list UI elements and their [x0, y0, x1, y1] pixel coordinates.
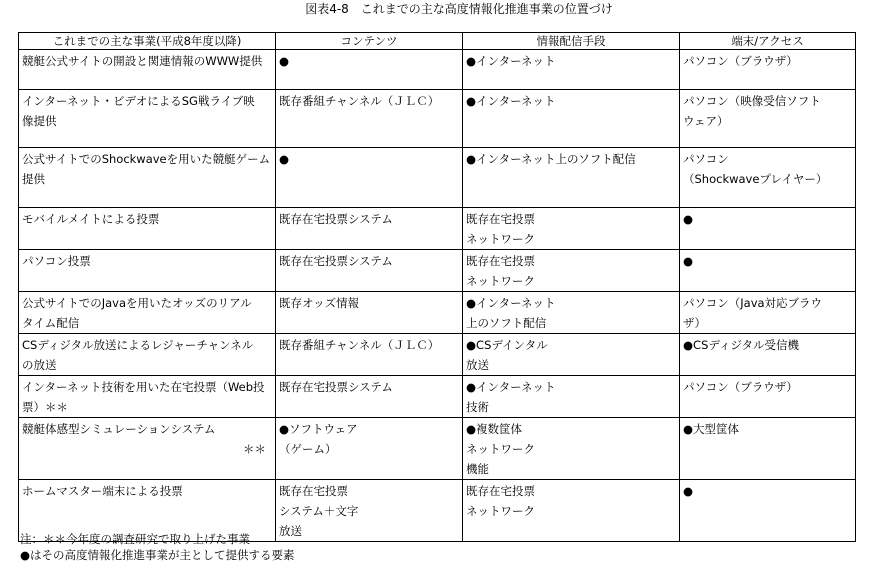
cell-terminal [680, 90, 856, 148]
cell-content [276, 292, 463, 334]
cell-line: 既存在宅投票 [279, 484, 348, 498]
cell-terminal [680, 292, 856, 334]
cell-line: 既存在宅投票 [466, 484, 535, 498]
cell-initiative [19, 292, 276, 334]
cell-line: ●インターネット [466, 54, 556, 68]
cell-line: ウェア） [683, 114, 729, 128]
cell-line: パソコン（映像受信ソフト [683, 94, 821, 108]
table-row [19, 208, 856, 250]
cell-delivery [463, 50, 680, 90]
cell-line: 競艇体感型シミュレーションシステム [22, 422, 216, 436]
cell-line: 既存在宅投票システム [279, 254, 393, 268]
footnote-2: ●はその高度情報化推進事業が主として提供する要素 [20, 548, 295, 562]
cell-line: ● [683, 484, 694, 498]
cell-terminal [680, 418, 856, 480]
table-caption: 図表4-8 これまでの主な高度情報化推進事業の位置づけ [305, 2, 613, 16]
cell-line: 既存在宅投票 [466, 212, 535, 226]
cell-delivery [463, 418, 680, 480]
cell-line: ネットワーク [466, 274, 535, 288]
cell-terminal [680, 208, 856, 250]
cell-line: ＊＊ [243, 442, 266, 456]
cell-line: 公式サイトでのShockwaveを用いた競艇ゲーム [22, 152, 271, 166]
header-content: コンテンツ [276, 33, 463, 50]
cell-line: 既存在宅投票 [466, 254, 535, 268]
cell-line: システム＋文字 [279, 504, 359, 518]
cell-delivery [463, 376, 680, 418]
table-row [19, 90, 856, 148]
cell-line: 既存在宅投票システム [279, 212, 393, 226]
cell-content [276, 90, 463, 148]
cell-line: パソコン（Java対応ブラウ [683, 296, 823, 310]
cell-delivery [463, 208, 680, 250]
table-row [19, 50, 856, 90]
cell-line: ●インターネット [466, 380, 556, 394]
cell-delivery [463, 292, 680, 334]
cell-content [276, 418, 463, 480]
cell-line: 上のソフト配信 [466, 316, 547, 330]
cell-initiative [19, 334, 276, 376]
cell-line: パソコン（ブラウザ） [683, 54, 798, 68]
cell-delivery [463, 250, 680, 292]
cell-line: 機能 [466, 462, 489, 476]
cell-line: モバイルメイトによる投票 [22, 212, 160, 226]
cell-delivery [463, 334, 680, 376]
cell-initiative [19, 208, 276, 250]
cell-content [276, 376, 463, 418]
cell-initiative [19, 250, 276, 292]
table-row [19, 148, 856, 208]
cell-line: ●CSディジタル受信機 [683, 338, 799, 352]
cell-line: パソコン（ブラウザ） [683, 380, 798, 394]
cell-line: 既存在宅投票システム [279, 380, 393, 394]
cell-delivery [463, 480, 680, 542]
cell-line: インターネット技術を用いた在宅投票（Web投 [22, 380, 265, 394]
cell-line: （ゲーム） [279, 442, 337, 456]
cell-line: パソコン投票 [22, 254, 91, 268]
initiatives-table [18, 32, 856, 542]
cell-line: 放送 [279, 524, 302, 538]
cell-line: 公式サイトでのJavaを用いたオッズのリアル [22, 296, 252, 310]
table-row [19, 376, 856, 418]
cell-line: 既存番組チャンネル（ＪＬＣ） [279, 338, 440, 352]
cell-line: ●インターネット [466, 94, 556, 108]
cell-line: 放送 [466, 358, 489, 372]
cell-terminal [680, 148, 856, 208]
table-row [19, 418, 856, 480]
cell-content [276, 480, 463, 542]
cell-line: インターネット・ビデオによるSG戦ライブ映 [22, 94, 255, 108]
cell-initiative [19, 148, 276, 208]
cell-line: の放送 [22, 358, 57, 372]
table-row [19, 250, 856, 292]
cell-line: ●複数筐体 [466, 422, 523, 436]
cell-line: ●インターネット上のソフト配信 [466, 152, 636, 166]
cell-terminal [680, 250, 856, 292]
header-row [19, 33, 856, 50]
cell-content [276, 148, 463, 208]
cell-line: CSディジタル放送によるレジャーチャンネル [22, 338, 254, 352]
cell-line: タイム配信 [22, 316, 80, 330]
cell-delivery [463, 148, 680, 208]
cell-initiative [19, 418, 276, 480]
header-terminal: 端末/アクセス [680, 33, 856, 50]
cell-initiative [19, 90, 276, 148]
cell-line: ● [683, 212, 694, 226]
cell-line: ● [683, 254, 694, 268]
cell-line: ● [279, 54, 290, 68]
cell-line: パソコン [683, 152, 729, 166]
cell-line: ホームマスター端末による投票 [22, 484, 183, 498]
cell-line: 票）＊＊ [22, 400, 68, 414]
cell-content [276, 50, 463, 90]
cell-terminal [680, 50, 856, 90]
cell-terminal [680, 376, 856, 418]
cell-line: ネットワーク [466, 442, 535, 456]
cell-content [276, 334, 463, 376]
cell-terminal [680, 334, 856, 376]
cell-content [276, 208, 463, 250]
cell-line: ●インターネット [466, 296, 556, 310]
cell-line: ● [279, 152, 290, 166]
cell-terminal [680, 480, 856, 542]
cell-line: （Shockwaveプレイヤー） [683, 172, 828, 186]
footnotes [20, 531, 295, 563]
header-delivery: 情報配信手段 [463, 33, 680, 50]
cell-line: ●CSデインタル [466, 338, 548, 352]
cell-line: 既存番組チャンネル（ＪＬＣ） [279, 94, 440, 108]
cell-initiative [19, 50, 276, 90]
cell-line: 像提供 [22, 114, 57, 128]
header-initiative: これまでの主な事業(平成8年度以降) [19, 33, 276, 50]
cell-line: 既存オッズ情報 [279, 296, 360, 310]
cell-line: 技術 [466, 400, 489, 414]
table-row [19, 334, 856, 376]
cell-line: 提供 [22, 172, 45, 186]
cell-line: 競艇公式サイトの開設と関連情報のWWW提供 [22, 54, 263, 68]
cell-initiative [19, 376, 276, 418]
cell-delivery [463, 90, 680, 148]
table-row [19, 292, 856, 334]
cell-line: ●ソフトウェア [279, 422, 358, 436]
cell-line: ネットワーク [466, 504, 535, 518]
footnote-1: 注：＊＊今年度の調査研究で取り上げた事業 [20, 532, 250, 546]
cell-line: ザ） [683, 316, 706, 330]
cell-content [276, 250, 463, 292]
cell-line: ネットワーク [466, 232, 535, 246]
cell-line: ●大型筐体 [683, 422, 740, 436]
